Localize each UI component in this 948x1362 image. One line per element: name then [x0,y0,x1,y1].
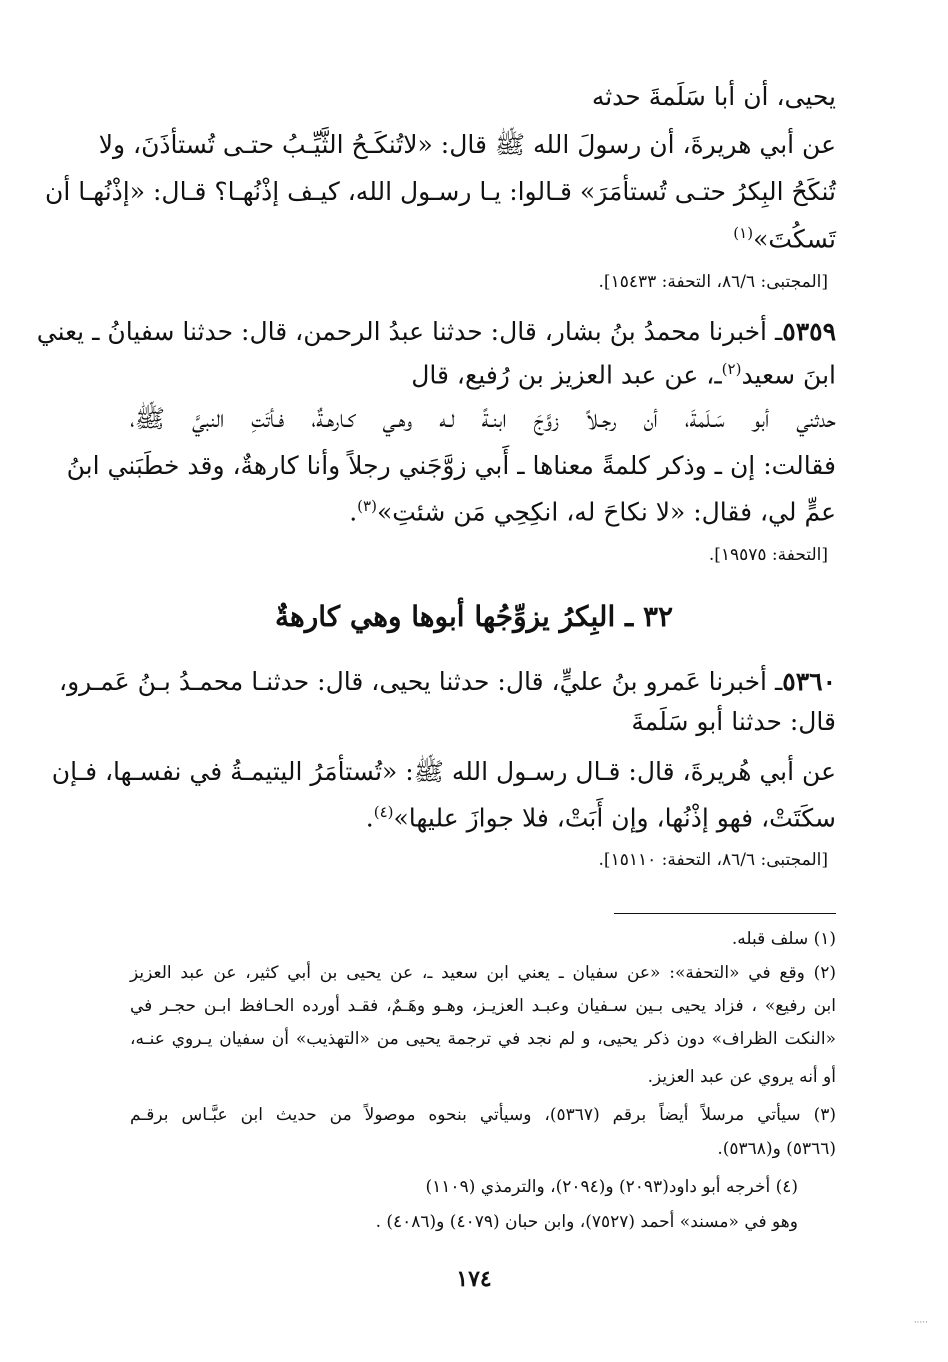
text-line [733,224,836,254]
text-line: يحيى، أن أبا سَلَمةَ حدثه [591,82,836,111]
footnote-line: أو أنه يروي عن عبد العزيز. [647,1067,836,1087]
hadith-line: فقالت: إن ـ وذكر كلمةً معناها ـ أَبي زوَّجَني رجلاً وأنا كارهةٌ، وقد خطَبَني ابنُ [66,451,836,480]
text-segment: ـ أخبرنا عَمرو بنُ عليٍّ، قال: حدثنا يحيى، قال: حدثنـا محمـدُ بـنُ عَمـرو، [59,667,783,696]
page-number: ١٧٤ [456,1266,492,1292]
text-segment: ـ، عن عبد العزيز بن رُفيع، قال [411,360,722,390]
footnote-marker: (٢) [721,360,742,378]
hadith-line: قال: حدثنا أبو سَلَمةَ [631,707,836,736]
hadith-number: ٥٣٥٩ [782,317,836,346]
text-segment: . [349,497,358,527]
text-segment: عمٍّ لي، فقال: «لا نكاحَ له، انكِحِي مَن شئتِ» [376,497,836,527]
reference-note: [المجتبى: ٨٦/٦، التحفة: ١٥١١٠]. [598,850,828,870]
hadith-line: عن أبي هُريرةَ، قال: قـال رسـول الله ﷺ: «تُستأمَرُ اليتيمـةُ في نفسـها، فـإن [51,757,836,786]
footnote-line: (٣) سيأتي مرسلاً أيضاً برقم (٥٣٦٧)، وسيأتي بنحوه موصولاً من حديث ابن عبَّـاس برقـم [130,1105,836,1125]
scan-mark: ····· [913,1318,928,1328]
reference-note: [المجتبى: ٨٦/٦، التحفة: ١٥٤٣٣]. [598,272,828,292]
hadith-line [36,317,836,347]
footnote-line: (٢) وقع في «التحفة»: «عن سفيان ـ يعني ابن سعيد ـ، عن يحيى بن أبي كثير، عن عبد العزيز [130,963,836,983]
footnote-marker: (٣) [357,497,377,515]
text-segment: . [365,803,374,833]
text-line: تُنكَحُ البِكرُ حتـى تُستأمَرَ» قـالوا: يـا رسـول الله، كيـف إذْنُهـا؟ قـال: «إذْنُهـا أن [44,177,836,206]
footnote-line: وهو في «مسند» أحمد (٧٥٢٧)، وابن حبان (٤٠٧٩) و(٤٠٨٦) . [375,1212,798,1232]
hadith-number: ٥٣٦٠ [782,667,836,696]
footnote-divider [614,913,836,914]
text-segment: ـ أخبرنا محمدُ بنُ بشار، قال: حدثنا عبدُ الرحمن، قال: حدثنا سفيانُ ـ يعني [36,317,783,346]
footnote-line: (١) سلف قبله. [731,929,836,949]
text-line: عن أبي هريرةَ، أن رسولَ الله ﷺ قال: «لاتُنكَـحُ الثَّيِّـبُ حتـى تُستأذَنَ، ولا [98,130,836,159]
footnote-line: (٥٣٦٦) و(٥٣٦٨). [717,1139,836,1159]
text-segment: تَسكُتَ» [753,224,836,254]
hadith-line [59,667,836,697]
reference-note: [التحفة: ١٩٥٧٥]. [708,545,828,565]
text-segment: ابنَ سعيد [741,360,836,390]
hadith-line: حدثني أبو سَـلَمةَ، أن رجـلاً زوَّجَ ابنـةً لـه وهـي كـارهـةٌ، فـأتَتِ النبيَّ ﷺ، [130,404,836,433]
footnote-line: «النكت الظراف» دون ذكر يحيى، و لم نجد في ترجمة يحيى من «التهذيب» أن سفيان يـروي عنـه، [130,1029,836,1049]
footnote-marker: (٤) [373,803,394,821]
text-segment: سكَتَتْ، فهو إذْنُها، وإن أَبَتْ، فلا جوازَ عليها» [393,803,836,833]
footnote-line: ابن رفيع» ، فزاد يحيى بـين سـفيان وعبـد العزيـز، وهـو وهَـمٌ، فقـد أورده الحـافظ ابـن حجـر في [130,996,836,1016]
chapter-heading: ٣٢ ـ البِكرُ يزوِّجُها أبوها وهي كارهةٌ [274,600,674,633]
footnote-line: (٤) أخرجه أبو داود(٢٠٩٣) و(٢٠٩٤)، والترمذي (١١٠٩) [425,1177,798,1197]
hadith-line [366,803,836,833]
hadith-line [411,360,836,390]
footnote-marker: (١) [733,224,754,242]
hadith-line [349,497,836,527]
